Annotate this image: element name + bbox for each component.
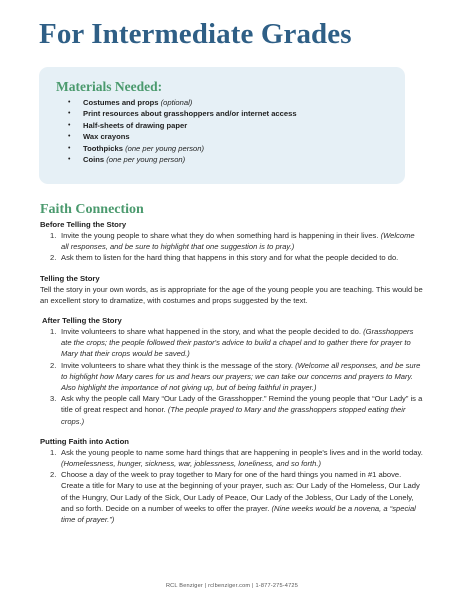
- material-text: Coins: [83, 155, 105, 165]
- material-text: Half-sheets of drawing paper: [83, 120, 188, 130]
- list-item: • Costumes and props (optional): [68, 98, 193, 107]
- list-item: • Coins (one per young person): [68, 155, 186, 165]
- telling-section: [40, 273, 424, 306]
- list-item: 2. Choose a day of the week to pray together to Mary for one of the hard things you named in #1 above. Create a title for Mary to use at the beginning of your prayer, such as: Our Lady of the Homeless, Our Lady of the Hungry, Our Lady of the Sick, Our Lady of Peace, Our Lady of the Jobless, Our Lady of the Lonely, and so forth. Decide on a number of weeks to offer the prayer. (Nine weeks would be a novena, a “special time of prayer.”): [50, 470, 420, 525]
- list-item: 1. Ask the young people to name some hard things that are happening in people's lives and in the world today. (Homelessness, hunger, sickness, war, joblessness, loneliness, and so forth.): [50, 447, 423, 469]
- materials-box: [39, 67, 405, 184]
- after-section: [40, 315, 424, 427]
- list-item: • Print resources about grasshoppers and/or internet access: [68, 109, 297, 119]
- materials-list: [56, 97, 405, 165]
- before-heading: Before Telling the Story: [40, 220, 127, 229]
- telling-text: Tell the story in your own words, as is appropriate for the age of the young people you are teaching. This would be an excellent story to dramatize, with costumes and props suggested by the text.: [40, 284, 423, 305]
- material-text: Wax crayons: [83, 132, 130, 142]
- list-item: 1. Invite the young people to share what they do when something hard is happening in their lives. (Welcome all responses, and be sure to highlight that one suggestion is to pray.): [50, 231, 415, 252]
- list-item: 3. Ask why the people call Mary “Our Lady of the Grasshopper.” Remind the young people that “Our Lady” is a title of great respect and honor. (The people prayed to Mary and the grasshoppers stopped eating their crops.): [50, 394, 423, 426]
- material-note: (optional): [160, 98, 193, 107]
- list-item: 2. Ask them to listen for the hard thing that happens in this story and for what the people decided to do.: [50, 253, 399, 263]
- material-note: (one per young person): [106, 155, 186, 165]
- material-text: Print resources about grasshoppers and/or internet access: [83, 109, 297, 119]
- material-text: Toothpicks: [83, 143, 123, 153]
- list-item: • Wax crayons: [68, 132, 130, 142]
- materials-heading: Materials Needed:: [56, 79, 163, 94]
- material-text: Costumes and props: [83, 98, 159, 107]
- list-item: • Half-sheets of drawing paper: [68, 120, 188, 130]
- faith-connection-heading: Faith Connection: [40, 202, 144, 217]
- action-section: [40, 436, 424, 525]
- list-item: • Toothpicks (one per young person): [68, 143, 205, 153]
- before-section: [40, 219, 424, 264]
- telling-heading: Telling the Story: [40, 273, 100, 283]
- action-heading: Putting Faith into Action: [40, 436, 129, 446]
- list-item: 2. Invite volunteers to share what they think is the message of the story. (Welcome all responses, and be sure to highlight how Mary cares for us and hears our prayers; we can take our concerns and prayers to Mary. Also highlight the importance of not giving up, but of being faithful in prayer.): [50, 360, 421, 393]
- page-footer: RCL Benziger | rclbenziger.com | 1-877-275-4725: [165, 583, 299, 589]
- material-note: (one per young person): [125, 143, 205, 153]
- page-title: For Intermediate Grades: [39, 18, 352, 50]
- after-heading: After Telling the Story: [42, 316, 122, 326]
- list-item: 1. Invite volunteers to share what happened in the story, and what the people decided to do. (Grasshoppers ate the crops; the people followed their pastor's advice to build a chapel and to gather there for prayer to Mary that their crops would be saved.): [50, 327, 414, 359]
- faith-content: [40, 219, 424, 534]
